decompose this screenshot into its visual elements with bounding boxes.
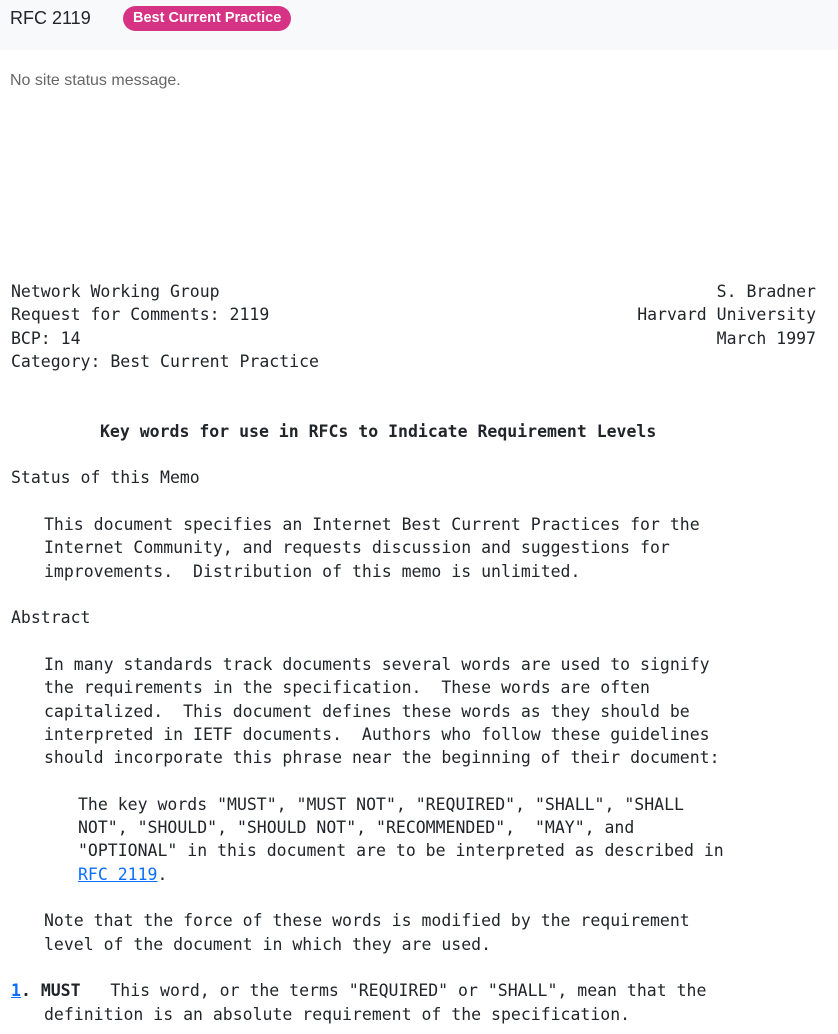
- document-title: Key words for use in RFCs to Indicate Requirement Levels: [100, 422, 657, 441]
- item-1-line-2: definition is an absolute requirement of the specification.: [44, 1005, 631, 1024]
- abstract-line: capitalized. This document defines these words as they should be: [44, 702, 690, 721]
- item-1-dot: .: [20, 981, 41, 1000]
- abstract-line: the requirements in the specification. These words are often: [44, 678, 650, 697]
- quote-period: .: [157, 865, 168, 884]
- status-line: Internet Community, and requests discussion and suggestions for: [44, 538, 670, 557]
- abstract-heading: Abstract: [11, 608, 91, 627]
- status-line: improvements. Distribution of this memo is unlimited.: [44, 562, 581, 581]
- site-status-message: No site status message.: [10, 72, 181, 89]
- abstract-line: In many standards track documents several words are used to signify: [44, 655, 710, 674]
- meta-right-line: Harvard University: [637, 305, 816, 324]
- item-1-text: This word, or the terms "REQUIRED" or "SHALL", mean that the: [80, 981, 707, 1000]
- quote-line: NOT", "SHOULD", "SHOULD NOT", "RECOMMENDED", "MAY", and: [78, 818, 635, 837]
- status-line: This document specifies an Internet Best Current Practices for the: [44, 515, 700, 534]
- item-1-line: [11, 979, 706, 1002]
- meta-right-line: S. Bradner: [716, 282, 816, 301]
- item-1-term: MUST: [40, 981, 81, 1000]
- top-bar: [0, 0, 838, 50]
- meta-left-line: Category: Best Current Practice: [11, 352, 319, 371]
- abstract-line: interpreted in IETF documents. Authors who follow these guidelines: [44, 725, 710, 744]
- quote-line: The key words "MUST", "MUST NOT", "REQUIRED", "SHALL", "SHALL: [78, 795, 684, 814]
- meta-right-line: March 1997: [716, 329, 816, 348]
- meta-left-line: BCP: 14: [11, 329, 81, 348]
- quote-line: "OPTIONAL" in this document are to be interpreted as described in: [78, 841, 724, 860]
- meta-left-line: Request for Comments: 2119: [11, 305, 270, 324]
- abstract-line: should incorporate this phrase near the beginning of their document:: [44, 748, 720, 767]
- rfc-2119-link[interactable]: RFC 2119: [78, 865, 158, 884]
- status-badge[interactable]: Best Current Practice: [123, 6, 291, 31]
- rfc-id: RFC 2119: [10, 8, 91, 28]
- note-line: level of the document in which they are used.: [44, 935, 492, 954]
- meta-left-line: Network Working Group: [11, 282, 220, 301]
- status-heading: Status of this Memo: [11, 468, 200, 487]
- section-1-link[interactable]: 1: [11, 981, 21, 1000]
- quote-link-line: [78, 863, 167, 886]
- note-line: Note that the force of these words is modified by the requirement: [44, 911, 690, 930]
